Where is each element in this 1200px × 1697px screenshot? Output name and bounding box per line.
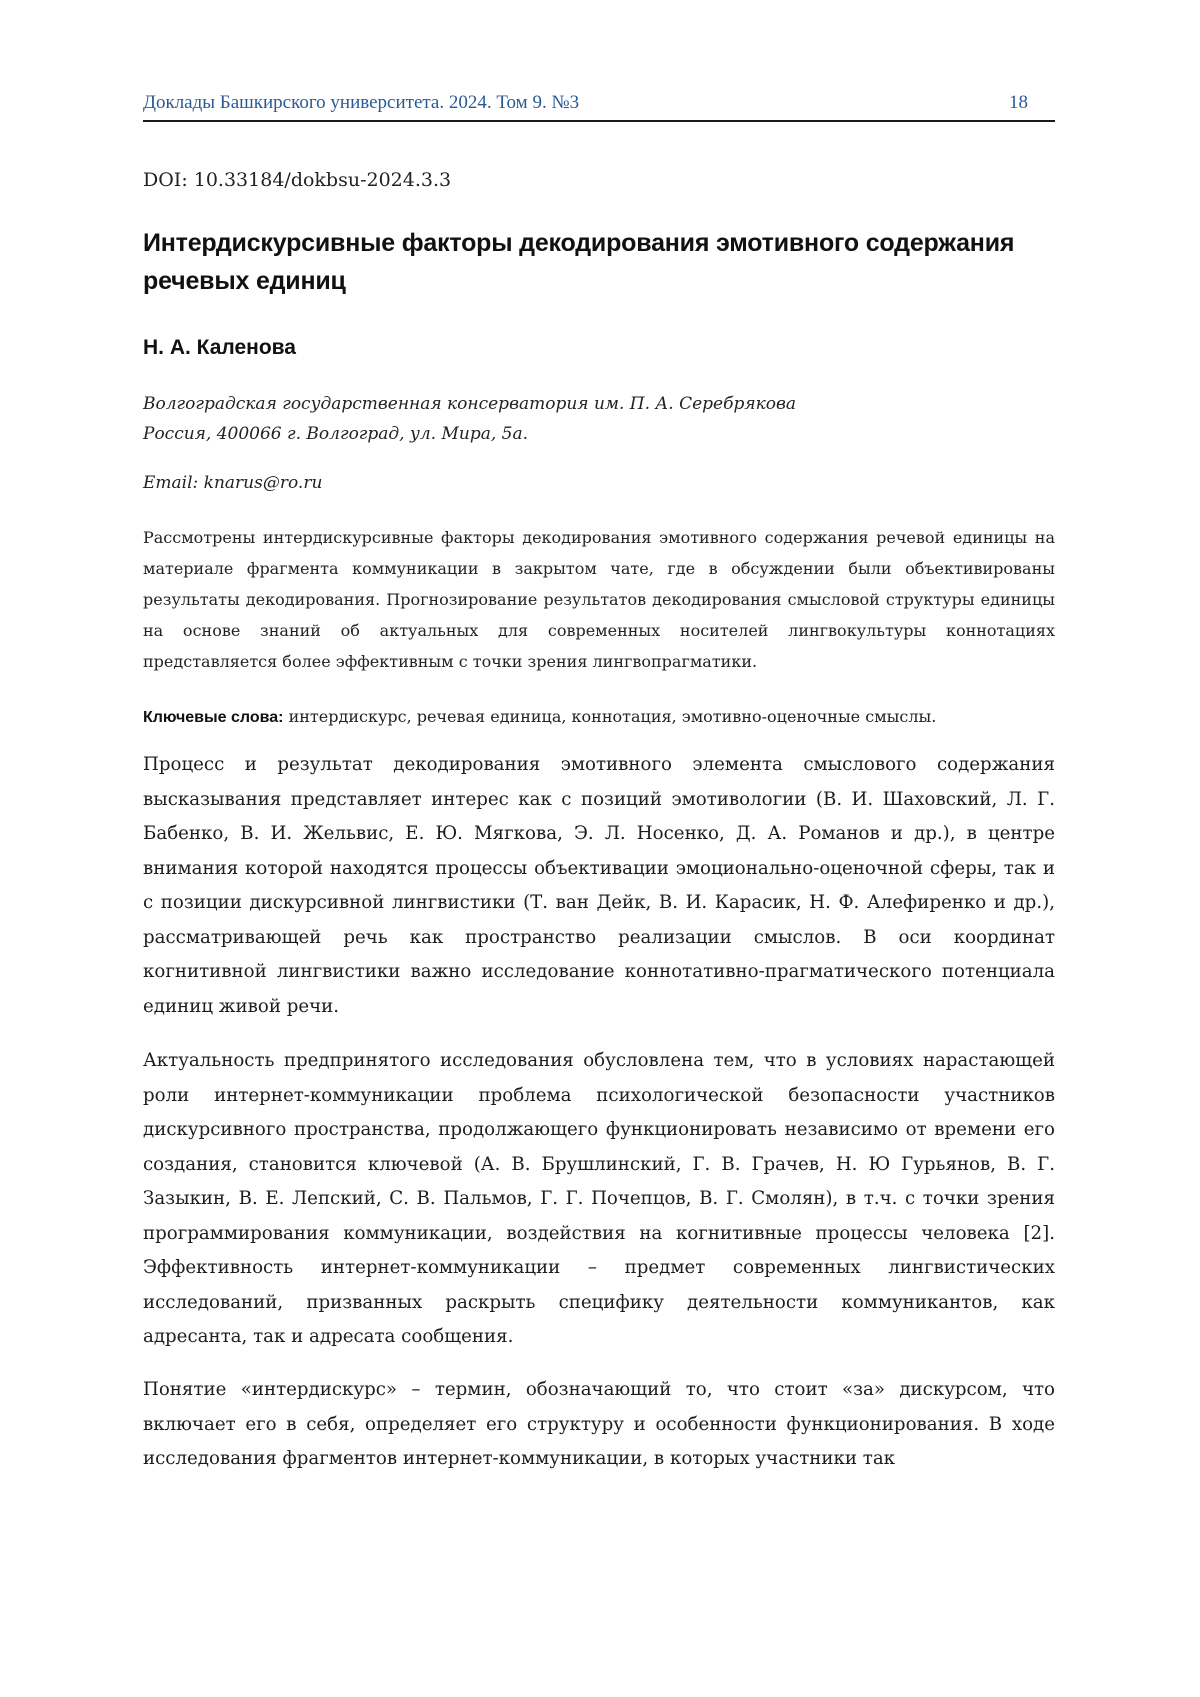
keywords-label: Ключевые слова:	[143, 709, 284, 726]
abstract: Рассмотрены интердискурсивные факторы декодирования эмотивного содержания речевой единицы на материале фрагмента коммуникации в закрытом чате, где в обсуждении были объективированы результаты декодирования. Прогнозирование результатов декодирования смысловой структуры единицы на основе знаний об актуальных для современных носителей лингвокультуры коннотациях представляется более эффективным с точки зрения лингвопрагматики.	[143, 528, 1055, 671]
body-paragraph-3: Понятие «интердискурс» – термин, обозначающий то, что стоит «за» дискурсом, что включает его в себя, определяет его структуру и особенности функционирования. В ходе исследования фрагментов интернет-коммуникации, в которых участники так	[143, 1379, 1055, 1469]
journal-title: Доклады Башкирского университета. 2024. Том 9. №3	[143, 92, 580, 113]
keywords-text: интердискурс, речевая единица, коннотация, эмотивно-оценочные смыслы.	[288, 707, 937, 726]
affiliation-line-2: Россия, 400066 г. Волгоград, ул. Мира, 5а.	[143, 424, 529, 444]
running-header	[143, 92, 1055, 122]
author-email: Email: knarus@ro.ru	[143, 473, 323, 493]
page-number: 18	[1009, 92, 1028, 113]
body-paragraph-2: Актуальность предпринятого исследования обусловлена тем, что в условиях нарастающей роли интернет-коммуникации проблема психологической безопасности участников дискурсивного пространства, продолжающего функционировать независимо от времени его создания, становится ключевой (А. В. Брушлинский, Г. В. Грачев, Н. Ю Гурьянов, В. Г. Зазыкин, В. Е. Лепский, С. В. Пальмов, Г. Г. Почепцов, В. Г. Смолян), в т.ч. с точки зрения программирования коммуникации, воздействия на когнитивные процессы человека [2]. Эффективность интернет-коммуникации – предмет современных лингвистических исследований, призванных раскрыть специфику деятельности коммуникантов, как адресанта, так и адресата сообщения.	[143, 1050, 1055, 1347]
author-name: Н. А. Каленова	[143, 336, 296, 359]
article-title: Интердискурсивные факторы декодирования эмотивного содержания речевых единиц	[143, 229, 1015, 295]
body-paragraph-1: Процесс и результат декодирования эмотивного элемента смыслового содержания высказывания представляет интерес как с позиций эмотивологии (В. И. Шаховский, Л. Г. Бабенко, В. И. Жельвис, Е. Ю. Мягкова, Э. Л. Носенко, Д. А. Романов и др.), в центре внимания которой находятся процессы объективации эмоционально-оценочной сферы, так и с позиции дискурсивной лингвистики (Т. ван Дейк, В. И. Карасик, Н. Ф. Алефиренко и др.), рассматривающей речь как пространство реализации смыслов. В оси координат когнитивной лингвистики важно исследование коннотативно-прагматического потенциала единиц живой речи.	[143, 754, 1055, 1017]
keywords	[143, 704, 1055, 731]
affiliation	[143, 389, 1055, 449]
affiliation-line-1: Волгоградская государственная консерватория им. П. А. Серебрякова	[143, 394, 797, 414]
doi: DOI: 10.33184/dokbsu-2024.3.3	[143, 169, 452, 191]
